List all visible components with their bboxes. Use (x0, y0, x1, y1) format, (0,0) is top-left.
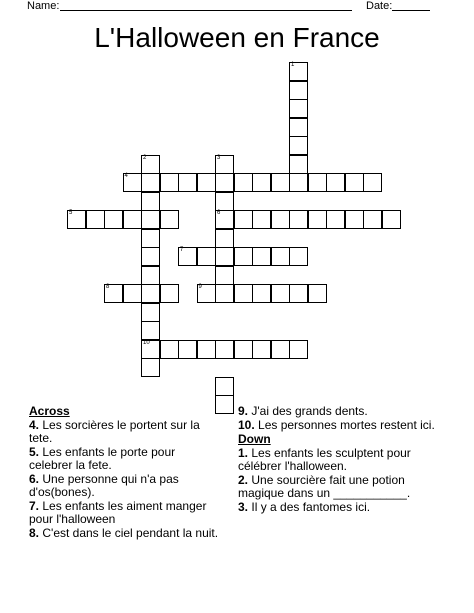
clue-across-8: 8. C'est dans le ciel pendant la nuit. (29, 526, 219, 540)
crossword-cell[interactable] (215, 210, 234, 229)
crossword-cell[interactable] (67, 210, 86, 229)
crossword-cell[interactable] (345, 210, 364, 229)
crossword-cell[interactable] (178, 247, 197, 266)
clue-across-4: 4. Les sorcières le portent sur la tete. (29, 418, 200, 445)
crossword-cell[interactable] (271, 247, 290, 266)
crossword-cell[interactable] (178, 340, 197, 359)
crossword-cell[interactable] (141, 340, 160, 359)
crossword-cell[interactable] (215, 173, 234, 192)
crossword-cell[interactable] (104, 284, 123, 303)
crossword-cell[interactable] (252, 247, 271, 266)
crossword-cell[interactable] (215, 155, 234, 174)
crossword-cell[interactable] (252, 210, 271, 229)
crossword-cell[interactable] (308, 210, 327, 229)
clue-down-2: 2. Une sourcière fait une potion magique dans un ___________. (238, 473, 411, 500)
crossword-cell[interactable] (289, 99, 308, 118)
crossword-cell[interactable] (289, 118, 308, 137)
across-heading: Across (29, 404, 70, 418)
crossword-cell[interactable] (197, 284, 216, 303)
crossword-cell[interactable] (141, 321, 160, 340)
crossword-cell[interactable] (141, 358, 160, 377)
crossword-cell[interactable] (271, 210, 290, 229)
crossword-cell[interactable] (141, 284, 160, 303)
crossword-cell[interactable] (234, 173, 253, 192)
crossword-cell[interactable] (363, 210, 382, 229)
crossword-cell[interactable] (215, 247, 234, 266)
crossword-cell[interactable] (234, 210, 253, 229)
crossword-cell[interactable] (308, 284, 327, 303)
clue-number: 9 (198, 284, 202, 290)
clue-down-3: 3. Il y a des fantomes ici. (238, 500, 371, 514)
crossword-cell[interactable] (141, 229, 160, 248)
crossword-cell[interactable] (345, 173, 364, 192)
crossword-cell[interactable] (382, 210, 401, 229)
crossword-cell[interactable] (160, 284, 179, 303)
crossword-cell[interactable] (197, 247, 216, 266)
crossword-cell[interactable] (289, 173, 308, 192)
crossword-cell[interactable] (141, 247, 160, 266)
crossword-cell[interactable] (215, 340, 234, 359)
crossword-cell[interactable] (141, 155, 160, 174)
crossword-cell[interactable] (215, 229, 234, 248)
crossword-cell[interactable] (104, 210, 123, 229)
clue-number: 3 (217, 154, 221, 161)
crossword-cell[interactable] (326, 173, 345, 192)
clue-across-10: 10. Les personnes mortes restent ici. (238, 418, 435, 432)
crossword-cell[interactable] (289, 155, 308, 174)
crossword-cell[interactable] (86, 210, 105, 229)
clue-number: 4 (124, 173, 128, 179)
clue-down-1: 1. Les enfants les sculptent pour célébrer l'halloween. (238, 446, 411, 473)
crossword-cell[interactable] (215, 377, 234, 396)
clue-across-7: 7. Les enfants les aiment manger pour l'halloween (29, 499, 207, 526)
crossword-cell[interactable] (215, 284, 234, 303)
crossword-cell[interactable] (141, 210, 160, 229)
crossword-cell[interactable] (289, 340, 308, 359)
crossword-cell[interactable] (123, 173, 142, 192)
crossword-cell[interactable] (234, 247, 253, 266)
crossword-cell[interactable] (141, 173, 160, 192)
crossword-cell[interactable] (234, 284, 253, 303)
crossword-cell[interactable] (363, 173, 382, 192)
clues-column-right (238, 405, 438, 515)
crossword-cell[interactable] (215, 192, 234, 211)
crossword-cell[interactable] (289, 210, 308, 229)
crossword-cell[interactable] (141, 266, 160, 285)
crossword-cell[interactable] (289, 136, 308, 155)
crossword-cell[interactable] (141, 303, 160, 322)
clue-across-5: 5. Les enfants le porte pour celebrer la fete. (29, 445, 176, 472)
clue-number: 1 (291, 62, 295, 68)
date-label: Date: (366, 0, 393, 12)
crossword-cell[interactable] (326, 210, 345, 229)
crossword-cell[interactable] (215, 266, 234, 285)
crossword-cell[interactable] (252, 173, 271, 192)
crossword-cell[interactable] (289, 247, 308, 266)
clue-number: 10 (143, 339, 150, 346)
crossword-cell[interactable] (197, 340, 216, 359)
clue-across-9: 9. J'ai des grands dents. (238, 404, 368, 418)
crossword-cell[interactable] (160, 210, 179, 229)
crossword-cell[interactable] (123, 210, 142, 229)
crossword-cell[interactable] (160, 173, 179, 192)
clue-number: 2 (143, 154, 147, 161)
clue-number: 5 (69, 210, 73, 216)
crossword-cell[interactable] (252, 284, 271, 303)
down-heading: Down (238, 432, 271, 446)
crossword-cell[interactable] (234, 340, 253, 359)
clue-number: 8 (106, 284, 110, 290)
clue-number: 7 (180, 247, 184, 253)
clues-column-left (29, 405, 219, 541)
crossword-cell[interactable] (141, 192, 160, 211)
clue-across-6: 6. Une personne qui n'a pas d'os(bones). (29, 472, 179, 499)
page-title: L'Halloween en France (94, 22, 380, 53)
crossword-cell[interactable] (289, 62, 308, 81)
crossword-cell[interactable] (252, 340, 271, 359)
crossword-cell[interactable] (271, 284, 290, 303)
crossword-cell[interactable] (271, 340, 290, 359)
crossword-cell[interactable] (123, 284, 142, 303)
name-label: Name: (27, 0, 60, 12)
crossword-cell[interactable] (271, 173, 290, 192)
crossword-cell[interactable] (289, 81, 308, 100)
crossword-cell[interactable] (197, 173, 216, 192)
crossword-cell[interactable] (289, 284, 308, 303)
clue-number: 6 (217, 210, 221, 216)
crossword-cell[interactable] (178, 173, 197, 192)
crossword-cell[interactable] (308, 173, 327, 192)
crossword-cell[interactable] (160, 340, 179, 359)
